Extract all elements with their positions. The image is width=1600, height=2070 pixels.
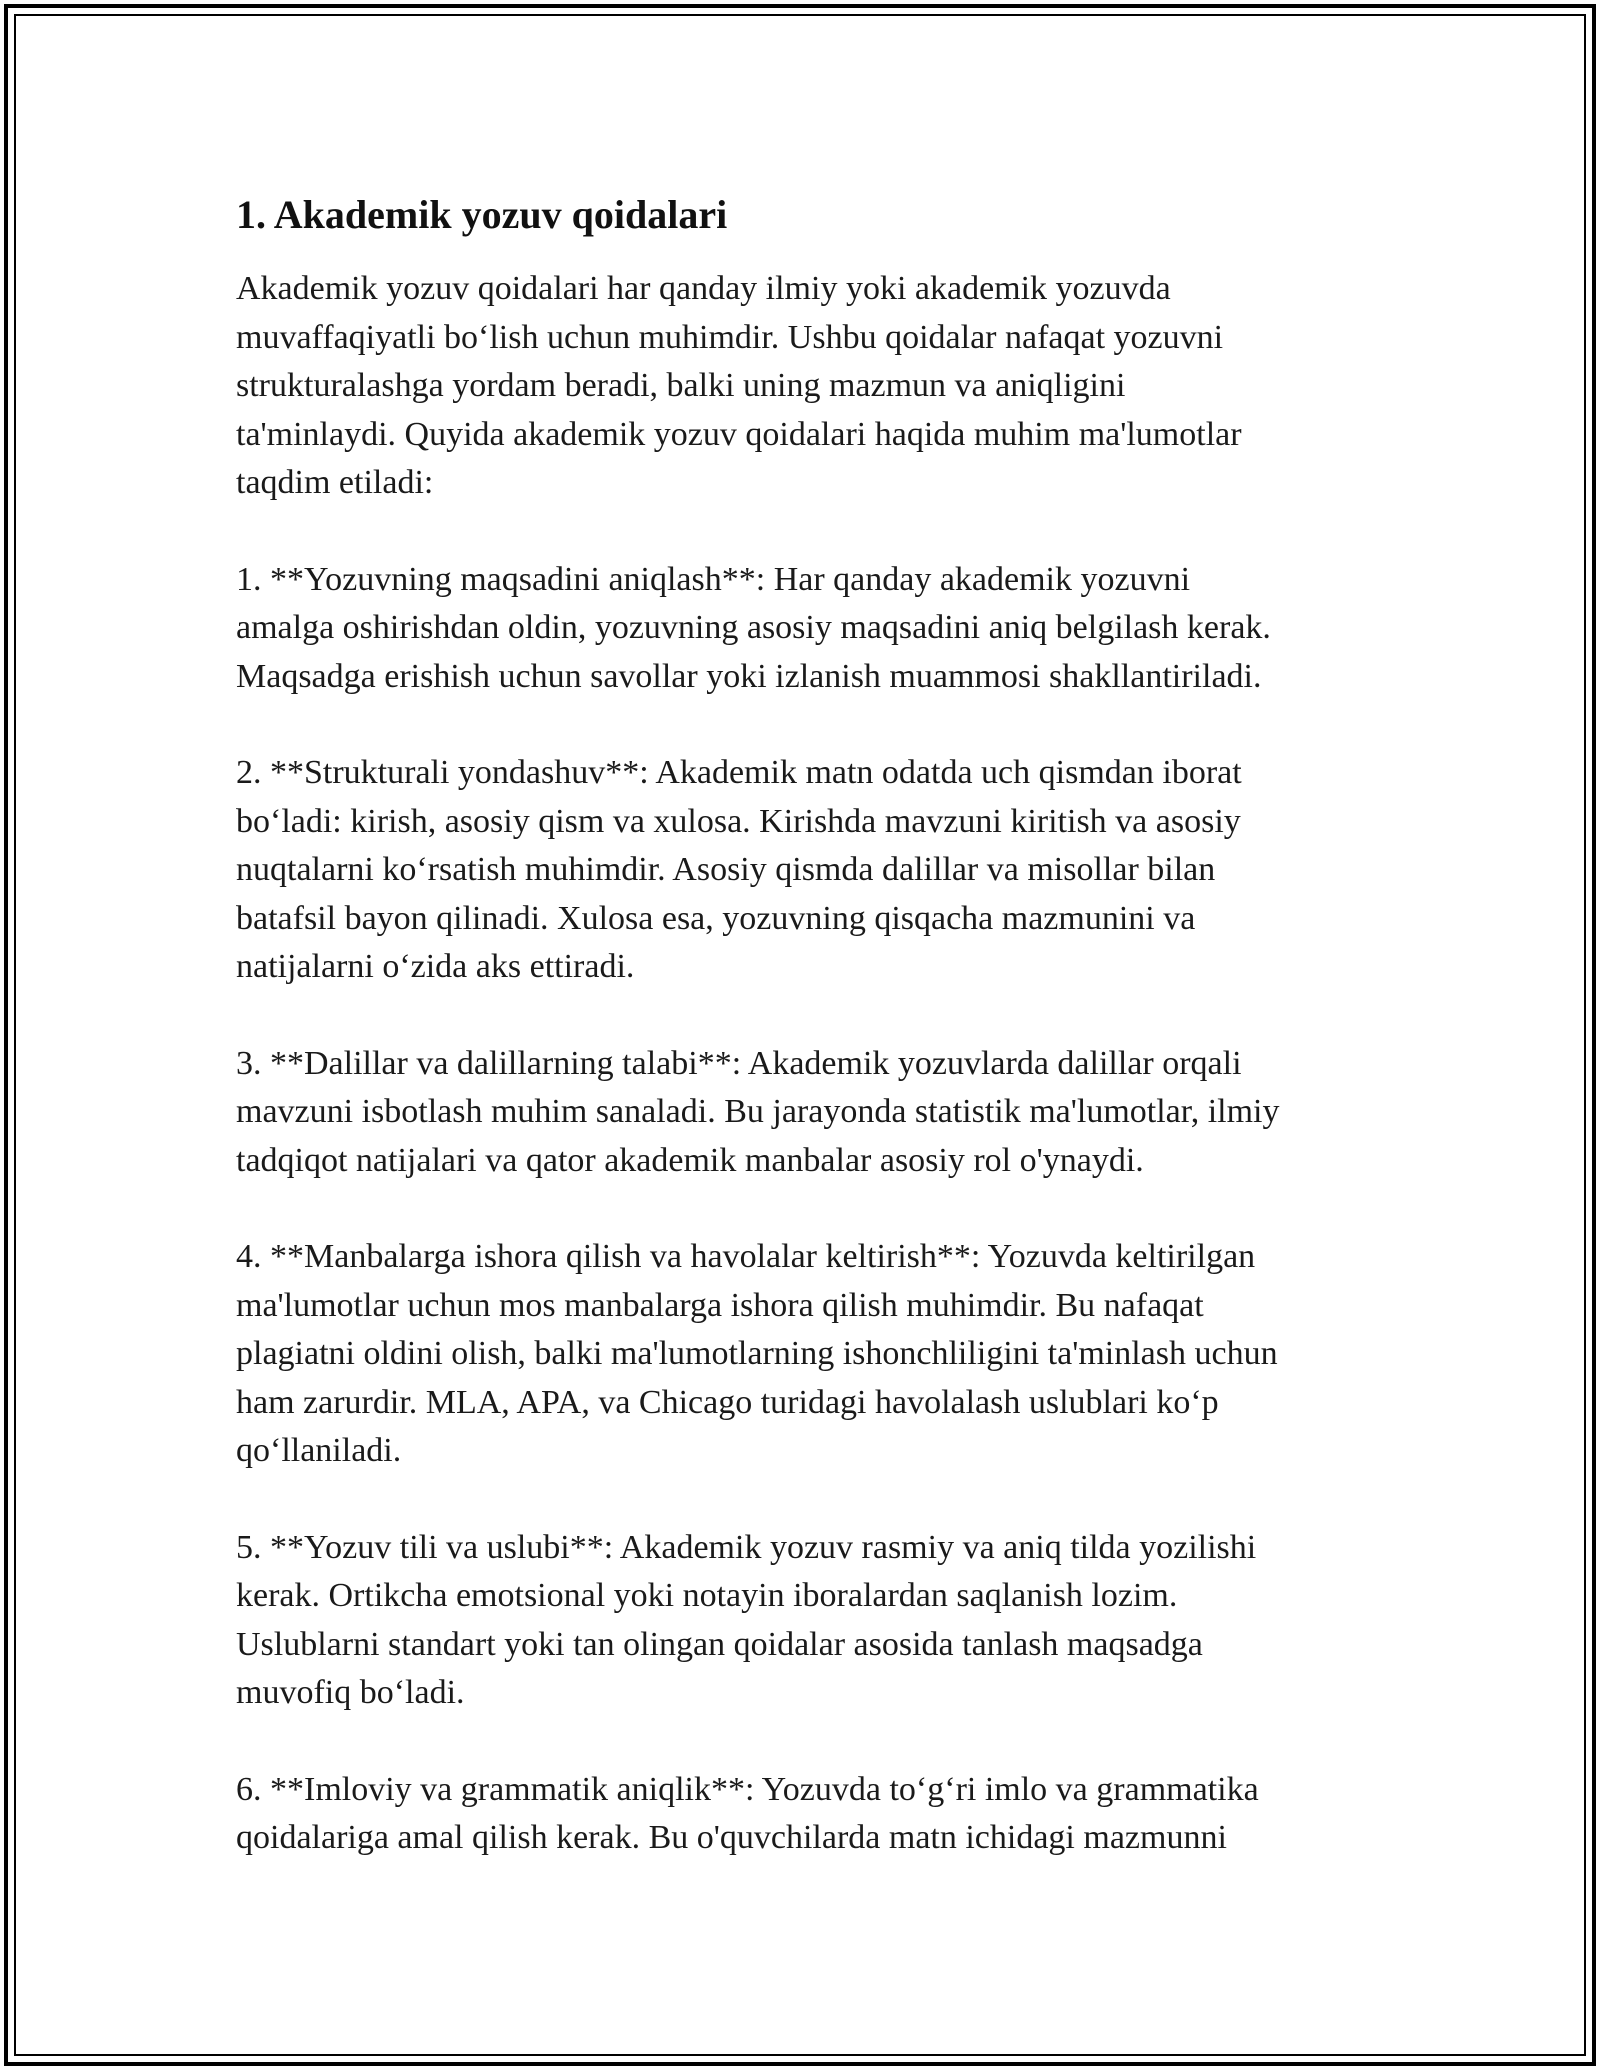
paragraph-item-2: 2. **Strukturali yondashuv**: Akademik matn odatda uch qismdan iborat bo‘ladi: kirish, asosiy qism va xulosa. Kirishda mavzuni kiritish va asosiy nuqtalarni ko‘rsatish muhimdir. Asosiy qismda dalillar va misollar bilan batafsil bayon qilinadi. Xulosa esa, yozuvning qisqacha mazmunini va natijalarni o‘zida aks ettiradi. <box>236 754 1242 985</box>
paragraph-item-4: 4. **Manbalarga ishora qilish va havolalar keltirish**: Yozuvda keltirilgan ma'lumotlar uchun mos manbalarga ishora qilish muhimdir. Bu nafaqat plagiatni oldini olish, balki ma'lumotlarning ishonchliligini ta'minlash uchun ham zarurdir. MLA, APA, va Chicago turidagi havolalash uslublari ko‘p qo‘llaniladi. <box>236 1238 1278 1469</box>
paragraph-item-1: 1. **Yozuvning maqsadini aniqlash**: Har qanday akademik yozuvni amalga oshirishdan oldin, yozuvning asosiy maqsadini aniq belgilash kerak. Maqsadga erishish uchun savollar yoki izlanish muammosi shakllantiriladi. <box>236 560 1271 695</box>
paragraph-item-3: 3. **Dalillar va dalillarning talabi**: Akademik yozuvlarda dalillar orqali mavzuni isbotlash muhim sanaladi. Bu jarayonda statistik ma'lumotlar, ilmiy tadqiqot natijalari va qator akademik manbalar asosiy rol o'ynaydi. <box>236 1044 1280 1179</box>
document-body <box>236 187 1386 1911</box>
paragraph-item-6: 6. **Imloviy va grammatik aniqlik**: Yozuvda to‘g‘ri imlo va grammatika qoidalariga amal qilish kerak. Bu o'quvchilarda matn ichidagi mazmunni <box>236 1770 1259 1856</box>
document-title: 1. Akademik yozuv qoidalari <box>236 192 728 237</box>
paragraph-item-5: 5. **Yozuv tili va uslubi**: Akademik yozuv rasmiy va aniq tilda yozilishi kerak. Ortikcha emotsional yoki notayin iboralardan saqlanish lozim. Uslublarni standart yoki tan olingan qoidalar asosida tanlash maqsadga muvofiq bo‘ladi. <box>236 1528 1257 1711</box>
paragraph-intro: Akademik yozuv qoidalari har qanday ilmiy yoki akademik yozuvda muvaffaqiyatli bo‘lish uchun muhimdir. Ushbu qoidalar nafaqat yozuvni strukturalashga yordam beradi, balki uning mazmun va aniqligini ta'minlaydi. Quyida akademik yozuv qoidalari haqida muhim ma'lumotlar taqdim etiladi: <box>236 270 1242 501</box>
